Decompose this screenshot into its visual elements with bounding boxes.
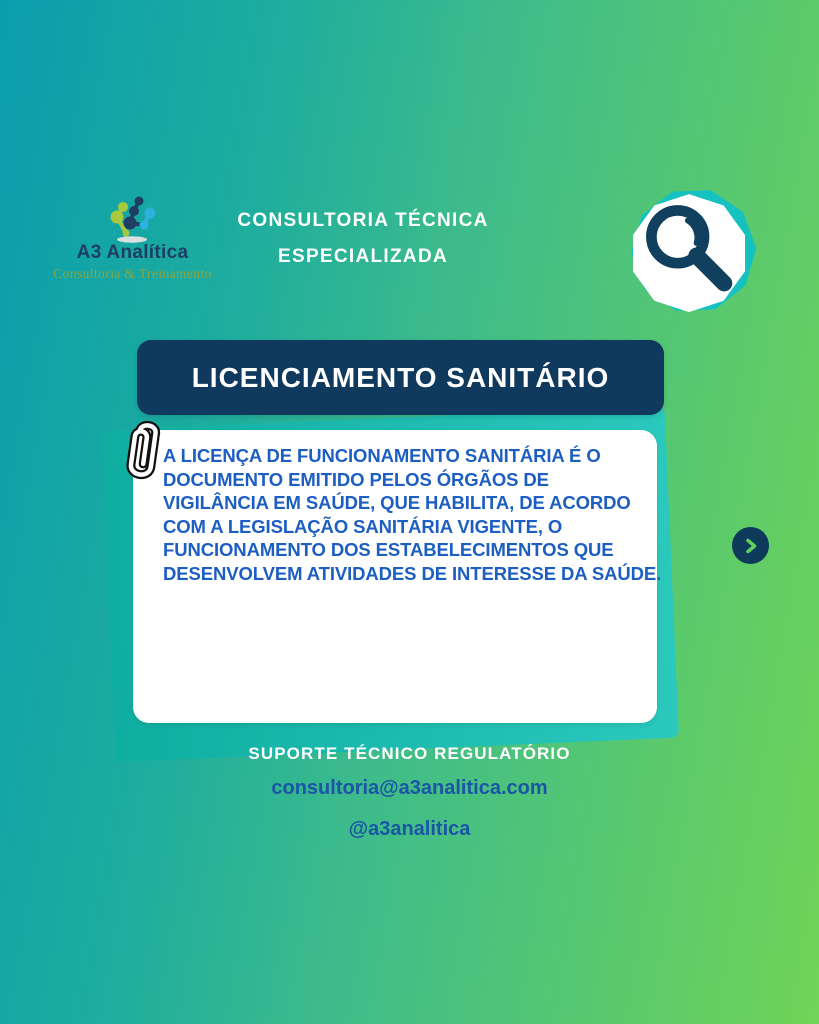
footer-email-link[interactable]: consultoria@a3analitica.com [271,777,548,799]
card-text-line: FUNCIONAMENTO DOS ESTABELECIMENTOS QUE [163,539,614,560]
header-line1: CONSULTORIA TÉCNICA [237,210,489,231]
card-text-line: VIGILÂNCIA EM SAÚDE, QUE HABILITA, DE ACORDO [163,492,631,513]
title-banner [137,340,664,415]
card-text-line: DESENVOLVEM ATIVIDADES DE INTERESSE DA SAÚDE. [163,562,662,584]
logo [40,194,225,282]
page-title: LICENCIAMENTO SANITÁRIO [191,361,610,393]
footer-social-handle[interactable]: @a3analitica [348,818,471,840]
footer-support-text: SUPORTE TÉCNICO REGULATÓRIO [248,744,571,763]
card-text-line: A LICENÇA DE FUNCIONAMENTO SANITÁRIA É O [163,445,601,466]
molecule-icon [106,194,160,244]
chevron-right-icon [741,536,761,556]
header-line2: ESPECIALIZADA [278,246,448,267]
logo-name: A3 Analítica [76,242,189,263]
logo-tagline: Consultoria & Treinamento [53,266,212,281]
next-button[interactable] [732,527,769,564]
content-card [133,430,662,723]
search-badge [620,184,758,326]
header-caption [233,203,493,275]
footer [0,744,819,841]
card-text-line: DOCUMENTO EMITIDO PELOS ÓRGÃOS DE [163,468,549,490]
card-text-line: COM A LEGISLAÇÃO SANITÁRIA VIGENTE, O [163,515,563,537]
